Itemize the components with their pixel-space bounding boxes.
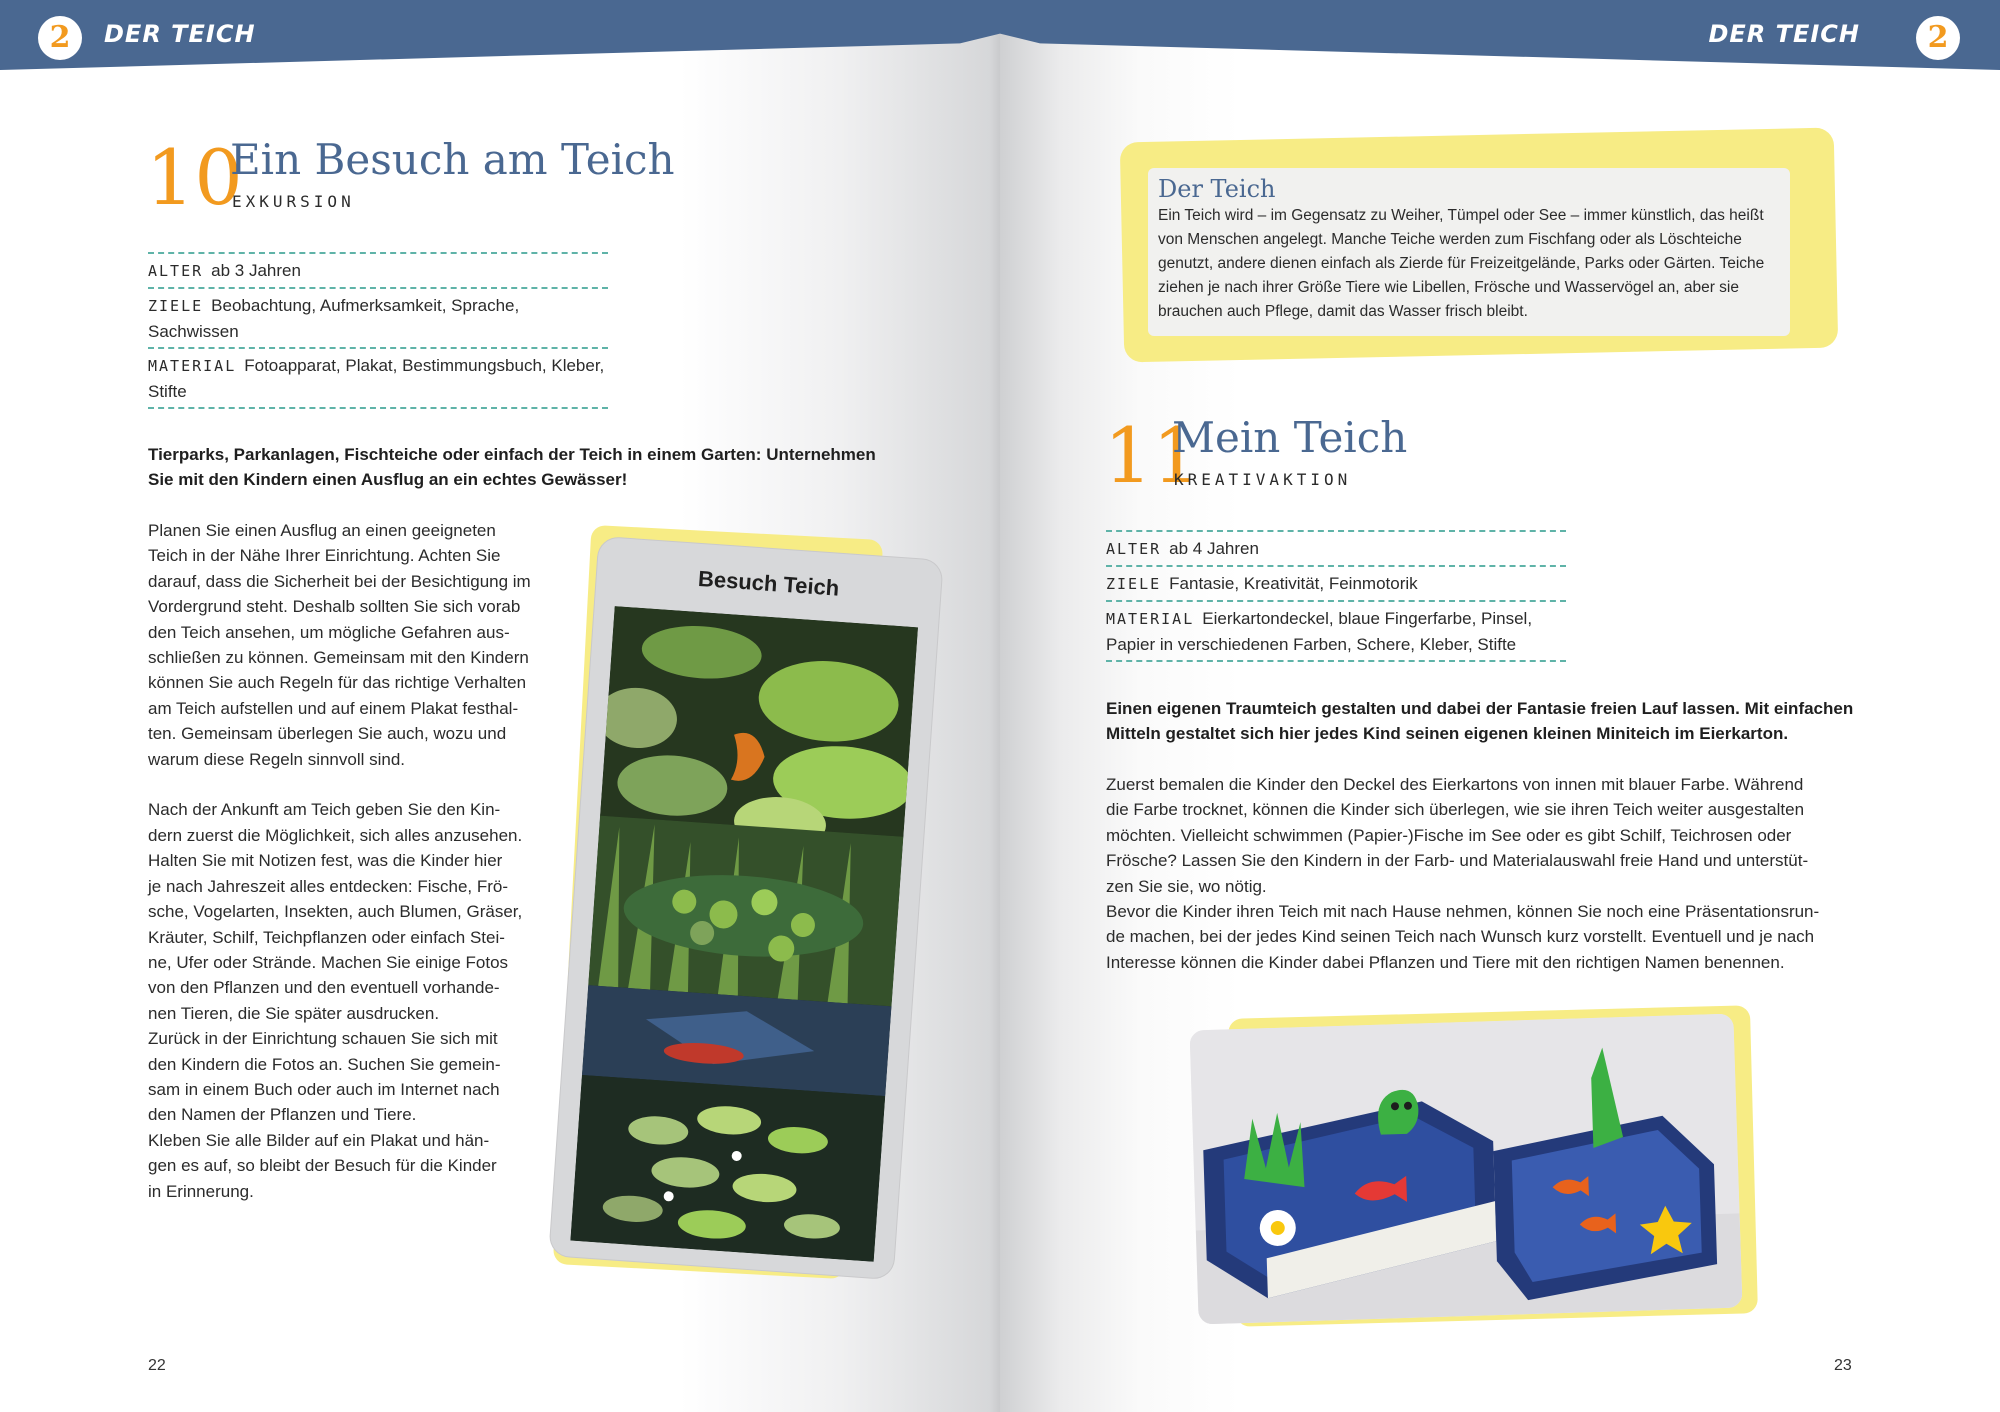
meta-value: ab 4 Jahren: [1169, 539, 1259, 558]
meta-key: MATERIAL: [148, 357, 237, 375]
meta-value: Eierkartondeckel, blaue Fingerfarbe, Pinsel, Papier in verschiedenen Farben, Schere, Kleber, Stifte: [1106, 609, 1533, 654]
activity-title: Ein Besuch am Teich: [230, 135, 675, 184]
activity-body: Planen Sie einen Ausflug an einen geeigneten Teich in der Nähe Ihrer Einrichtung. Achten Sie darauf, dass die Sicherheit bei der Besichtigung im Vordergrund steht. Deshalb sollten Sie sich vorab den Teich ansehen, um mögliche Gefahren aus- schließen zu können. Gemeinsam mit den Kindern können Sie auch Regeln für das richtige Verhalten am Teich aufstellen und auf einem Plakat festhal- ten. Gemeinsam überlegen Sie auch, wozu und warum diese Regeln sinnvoll sind. Nach der Ankunft am Teich geben Sie den Kin- dern zuerst die Möglichkeit, sich alles anzusehen. Halten Sie mit Notizen fest, was die Kinder hier je nach Jahreszeit alles entdecken: Fische, Frö- sche, Vogelarten, Insekten, auch Blumen, Gräser, Kräuter, Schilf, Teichpflanzen oder einfach Stei- ne, Ufer oder Strände. Machen Sie einige Fotos von den Pflanzen und den eventuell vorhande- nen Tieren, die Sie später ausdrucken. Zurück in der Einrichtung schauen Sie sich mit den Kindern die Fotos an. Suchen Sie gemein- sam in einem Buch oder auch im Internet nach den Namen der Pflanzen und Tiere. Kleben Sie alle Bilder auf ein Plakat und hän- gen es auf, so bleibt der Besuch für die Kinder in Erinnerung.: [148, 521, 531, 1201]
activity-number: 10: [146, 133, 243, 222]
activity-type: EXKURSION: [232, 192, 355, 211]
pond-photo-card: [549, 537, 942, 1279]
meta-key: ZIELE: [148, 297, 204, 315]
craft-photo-card: [1190, 1014, 1743, 1325]
meta-value: ab 3 Jahren: [211, 261, 301, 280]
meta-value: Fotoapparat, Plakat, Bestimmungsbuch, Kleber, Stifte: [148, 356, 605, 401]
meta-row-age: [148, 252, 608, 287]
photo-caption: Besuch Teich: [697, 565, 841, 601]
chapter-title-right: DER TEICH: [1708, 20, 1860, 48]
activity-number: 11: [1104, 411, 1201, 500]
pond-photo: [570, 606, 918, 1262]
meta-key: ZIELE: [1106, 575, 1162, 593]
activity-meta-table: [148, 252, 608, 409]
meta-key: ALTER: [1106, 540, 1162, 558]
chapter-number-badge-right: 2: [1916, 16, 1960, 60]
activity-title: Mein Teich: [1172, 413, 1408, 462]
activity-intro: Einen eigenen Traumteich gestalten und dabei der Fantasie freien Lauf lassen. Mit einfachen Mitteln gestaltet sich hier jedes Kind seinen eigenen kleinen Miniteich im Eierkarton.: [1106, 699, 1854, 743]
infobox-title: Der Teich: [1158, 175, 1276, 203]
page-number-right: 23: [1834, 1357, 1852, 1374]
meta-row-material: [148, 347, 608, 409]
chapter-title-left: DER TEICH: [104, 20, 256, 48]
meta-row-age: [1106, 530, 1566, 565]
infobox: [1148, 168, 1790, 336]
meta-row-goals: [148, 287, 608, 347]
page-number-left: 22: [148, 1357, 166, 1374]
egg-carton-pond-photo: [1190, 1014, 1743, 1325]
meta-key: MATERIAL: [1106, 610, 1195, 628]
meta-row-material: [1106, 600, 1566, 662]
activity-intro: Tierparks, Parkanlagen, Fischteiche oder einfach der Teich in einem Garten: Unternehmen Sie mit den Kindern einen Ausflug an ein echtes Gewässer!: [148, 445, 876, 489]
chapter-number-badge-left: 2: [38, 16, 82, 60]
meta-value: Fantasie, Kreativität, Feinmotorik: [1169, 574, 1418, 593]
meta-value: Beobachtung, Aufmerksamkeit, Sprache, Sachwissen: [148, 296, 520, 341]
activity-body: Zuerst bemalen die Kinder den Deckel des Eierkartons von innen mit blauer Farbe. Während die Farbe trocknet, können die Kinder sich überlegen, wie sie ihren Teich weiter ausgestalten möchten. Vielleicht schwimmen (Papier-)Fische im See oder es gibt Schilf, Teichrosen oder Frösche? Lassen Sie den Kindern in der Farb- und Materialauswahl freie Hand und unterstüt- zen Sie sie, wo nötig. Bevor die Kinder ihren Teich mit nach Hause nehmen, können Sie noch eine Präsentationsrun- de machen, bei der jedes Kind seinen Teich nach Wunsch kurz vorstellt. Eventuell und je nach Interesse können die Kinder dabei Pflanzen und Tiere mit den richtigen Namen benennen.: [1106, 775, 1820, 972]
activity-meta-table: [1106, 530, 1566, 662]
activity-type: KREATIVAKTION: [1174, 470, 1352, 489]
infobox-text: Ein Teich wird – im Gegensatz zu Weiher, Tümpel oder See – immer künstlich, das heißt von Menschen angelegt. Manche Teiche werden zum Fischfang oder als Löschteiche genutzt, andere dienen einfach als Zierde für Freizeitgelände, Parks oder Gärten. Teiche ziehen je nach ihrer Größe Tiere wie Libellen, Frösche und Wasservögel an, aber sie brauchen auch Pflege, damit das Wasser frisch bleibt.: [1158, 207, 1765, 320]
meta-row-goals: [1106, 565, 1566, 600]
meta-key: ALTER: [148, 262, 204, 280]
